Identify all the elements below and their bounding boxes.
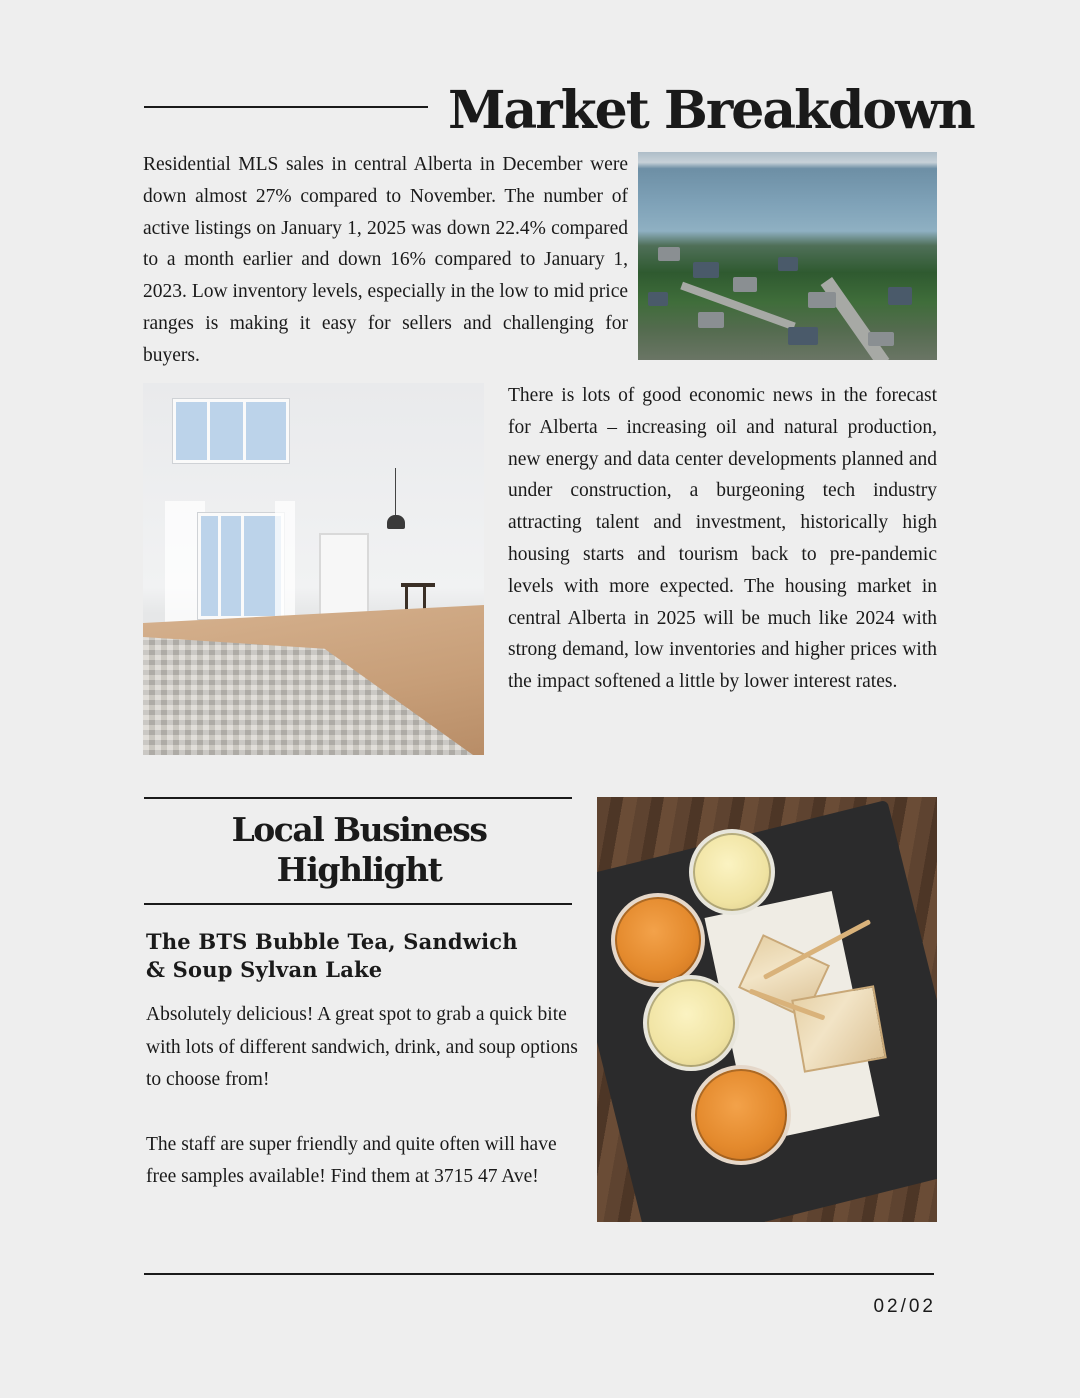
- business-rule-top: [144, 797, 572, 799]
- market-paragraph-2: There is lots of good economic news in the forecast for Alberta – increasing oil and natural production, new energy and data center developments planned and under construction, a burgeoning tech industry attracting talent and investment, historically high housing starts and tourism back to pre-pandemic levels with more expected. The housing market in central Alberta in 2025 will be much like 2024 with strong demand, low inventories and higher prices with the impact softened a little by lower interest rates.: [508, 385, 937, 693]
- business-description-1: Absolutely delicious! A great spot to grab a quick bite with lots of different sandwich, drink, and soup options to choose from!: [146, 1004, 578, 1090]
- business-rule-bottom: [144, 903, 572, 905]
- business-description-2: The staff are super friendly and quite often will have free samples available! Find them at 3715 47 Ave!: [146, 1133, 557, 1187]
- footer-rule: [144, 1273, 934, 1275]
- soup-sandwich-photo: [597, 797, 937, 1222]
- page-number: 02/02: [873, 1296, 936, 1317]
- front-door: [319, 533, 369, 623]
- pendant-lamp: [387, 515, 405, 529]
- page-title: Market Breakdown: [448, 80, 974, 141]
- business-section-title: Local Business Highlight: [231, 810, 487, 889]
- business-name: The BTS Bubble Tea, Sandwich & Soup Sylvan Lake: [146, 929, 518, 982]
- title-rule-left: [144, 106, 428, 108]
- market-paragraph-1: Residential MLS sales in central Alberta in December were down almost 27% compared to November. The number of active listings on January 1, 2025 was down 22.4% compared to a month earlier and down 16% compared to January 1, 2023. Low inventory levels, especially in the low to mid price ranges is making it easy for sellers and challenging for buyers.: [143, 154, 628, 366]
- aerial-lake-photo: [638, 152, 937, 360]
- business-description: [146, 999, 586, 1194]
- upper-window: [173, 399, 289, 463]
- interior-room-photo: [143, 383, 484, 755]
